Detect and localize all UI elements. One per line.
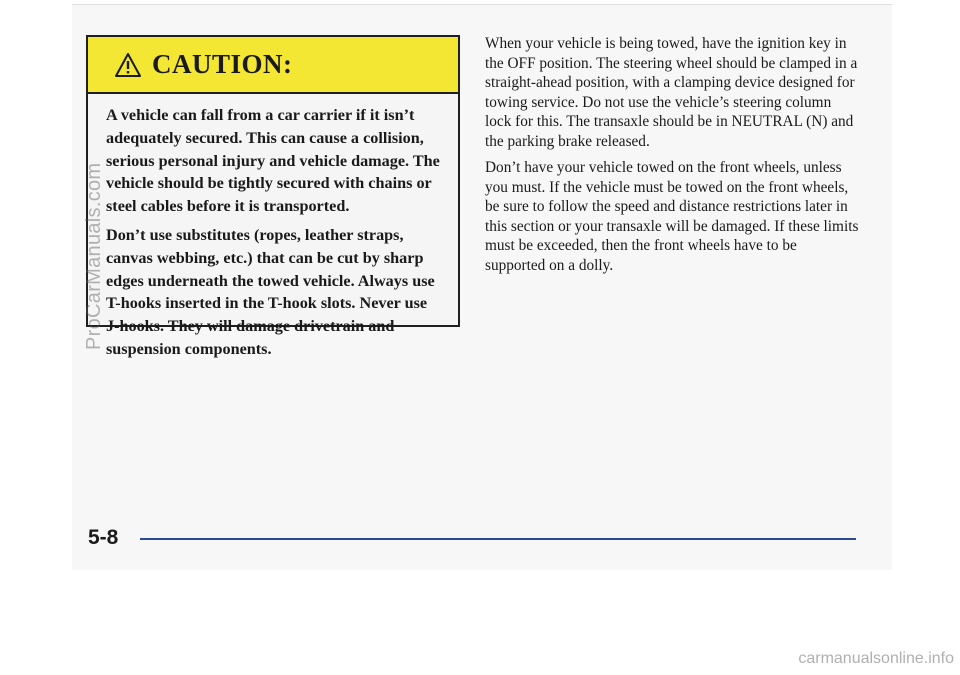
side-watermark: ProCarManuals.com bbox=[83, 162, 105, 350]
body-paragraph: Don’t have your vehicle towed on the front wheels, unless you must. If the vehicle must be towed on the front wheels, be sure to follow the speed and distance restrictions later in this section or your transaxle will be damaged. If these limits must be exceeded, then the front wheels have to be supported on a dolly. bbox=[485, 159, 859, 274]
caution-paragraph: A vehicle can fall from a car carrier if it isn’t adequately secured. This can cause a collision, serious personal injury and vehicle damage. The vehicle should be tightly secured with chains or steel cables before it is transported. bbox=[106, 106, 440, 216]
footer-rule bbox=[140, 538, 856, 540]
body-paragraph: When your vehicle is being towed, have the ignition key in the OFF position. The steering wheel should be clamped in a straight-ahead position, with a clamping device designed for towing service. Do not use the vehicle’s steering column lock for this. The transaxle should be in NEUTRAL (N) and the parking brake released. bbox=[485, 35, 858, 150]
bottom-watermark: carmanualsonline.info bbox=[798, 650, 954, 667]
page-number: 5-8 bbox=[88, 526, 119, 549]
body-text-column bbox=[485, 34, 860, 282]
caution-paragraph: Don’t use substitutes (ropes, leather straps, canvas webbing, etc.) that can be cut by sharp edges underneath the towed vehicle. Always use T-hooks inserted in the T-hook slots. Never use J-hooks. They will damage drivetrain and suspension components. bbox=[106, 225, 435, 358]
caution-box bbox=[86, 35, 460, 358]
caution-header bbox=[88, 37, 458, 94]
caution-title: CAUTION: bbox=[152, 49, 293, 79]
warning-triangle-icon bbox=[114, 52, 142, 78]
top-border-line bbox=[72, 4, 892, 5]
caution-body bbox=[88, 94, 458, 361]
